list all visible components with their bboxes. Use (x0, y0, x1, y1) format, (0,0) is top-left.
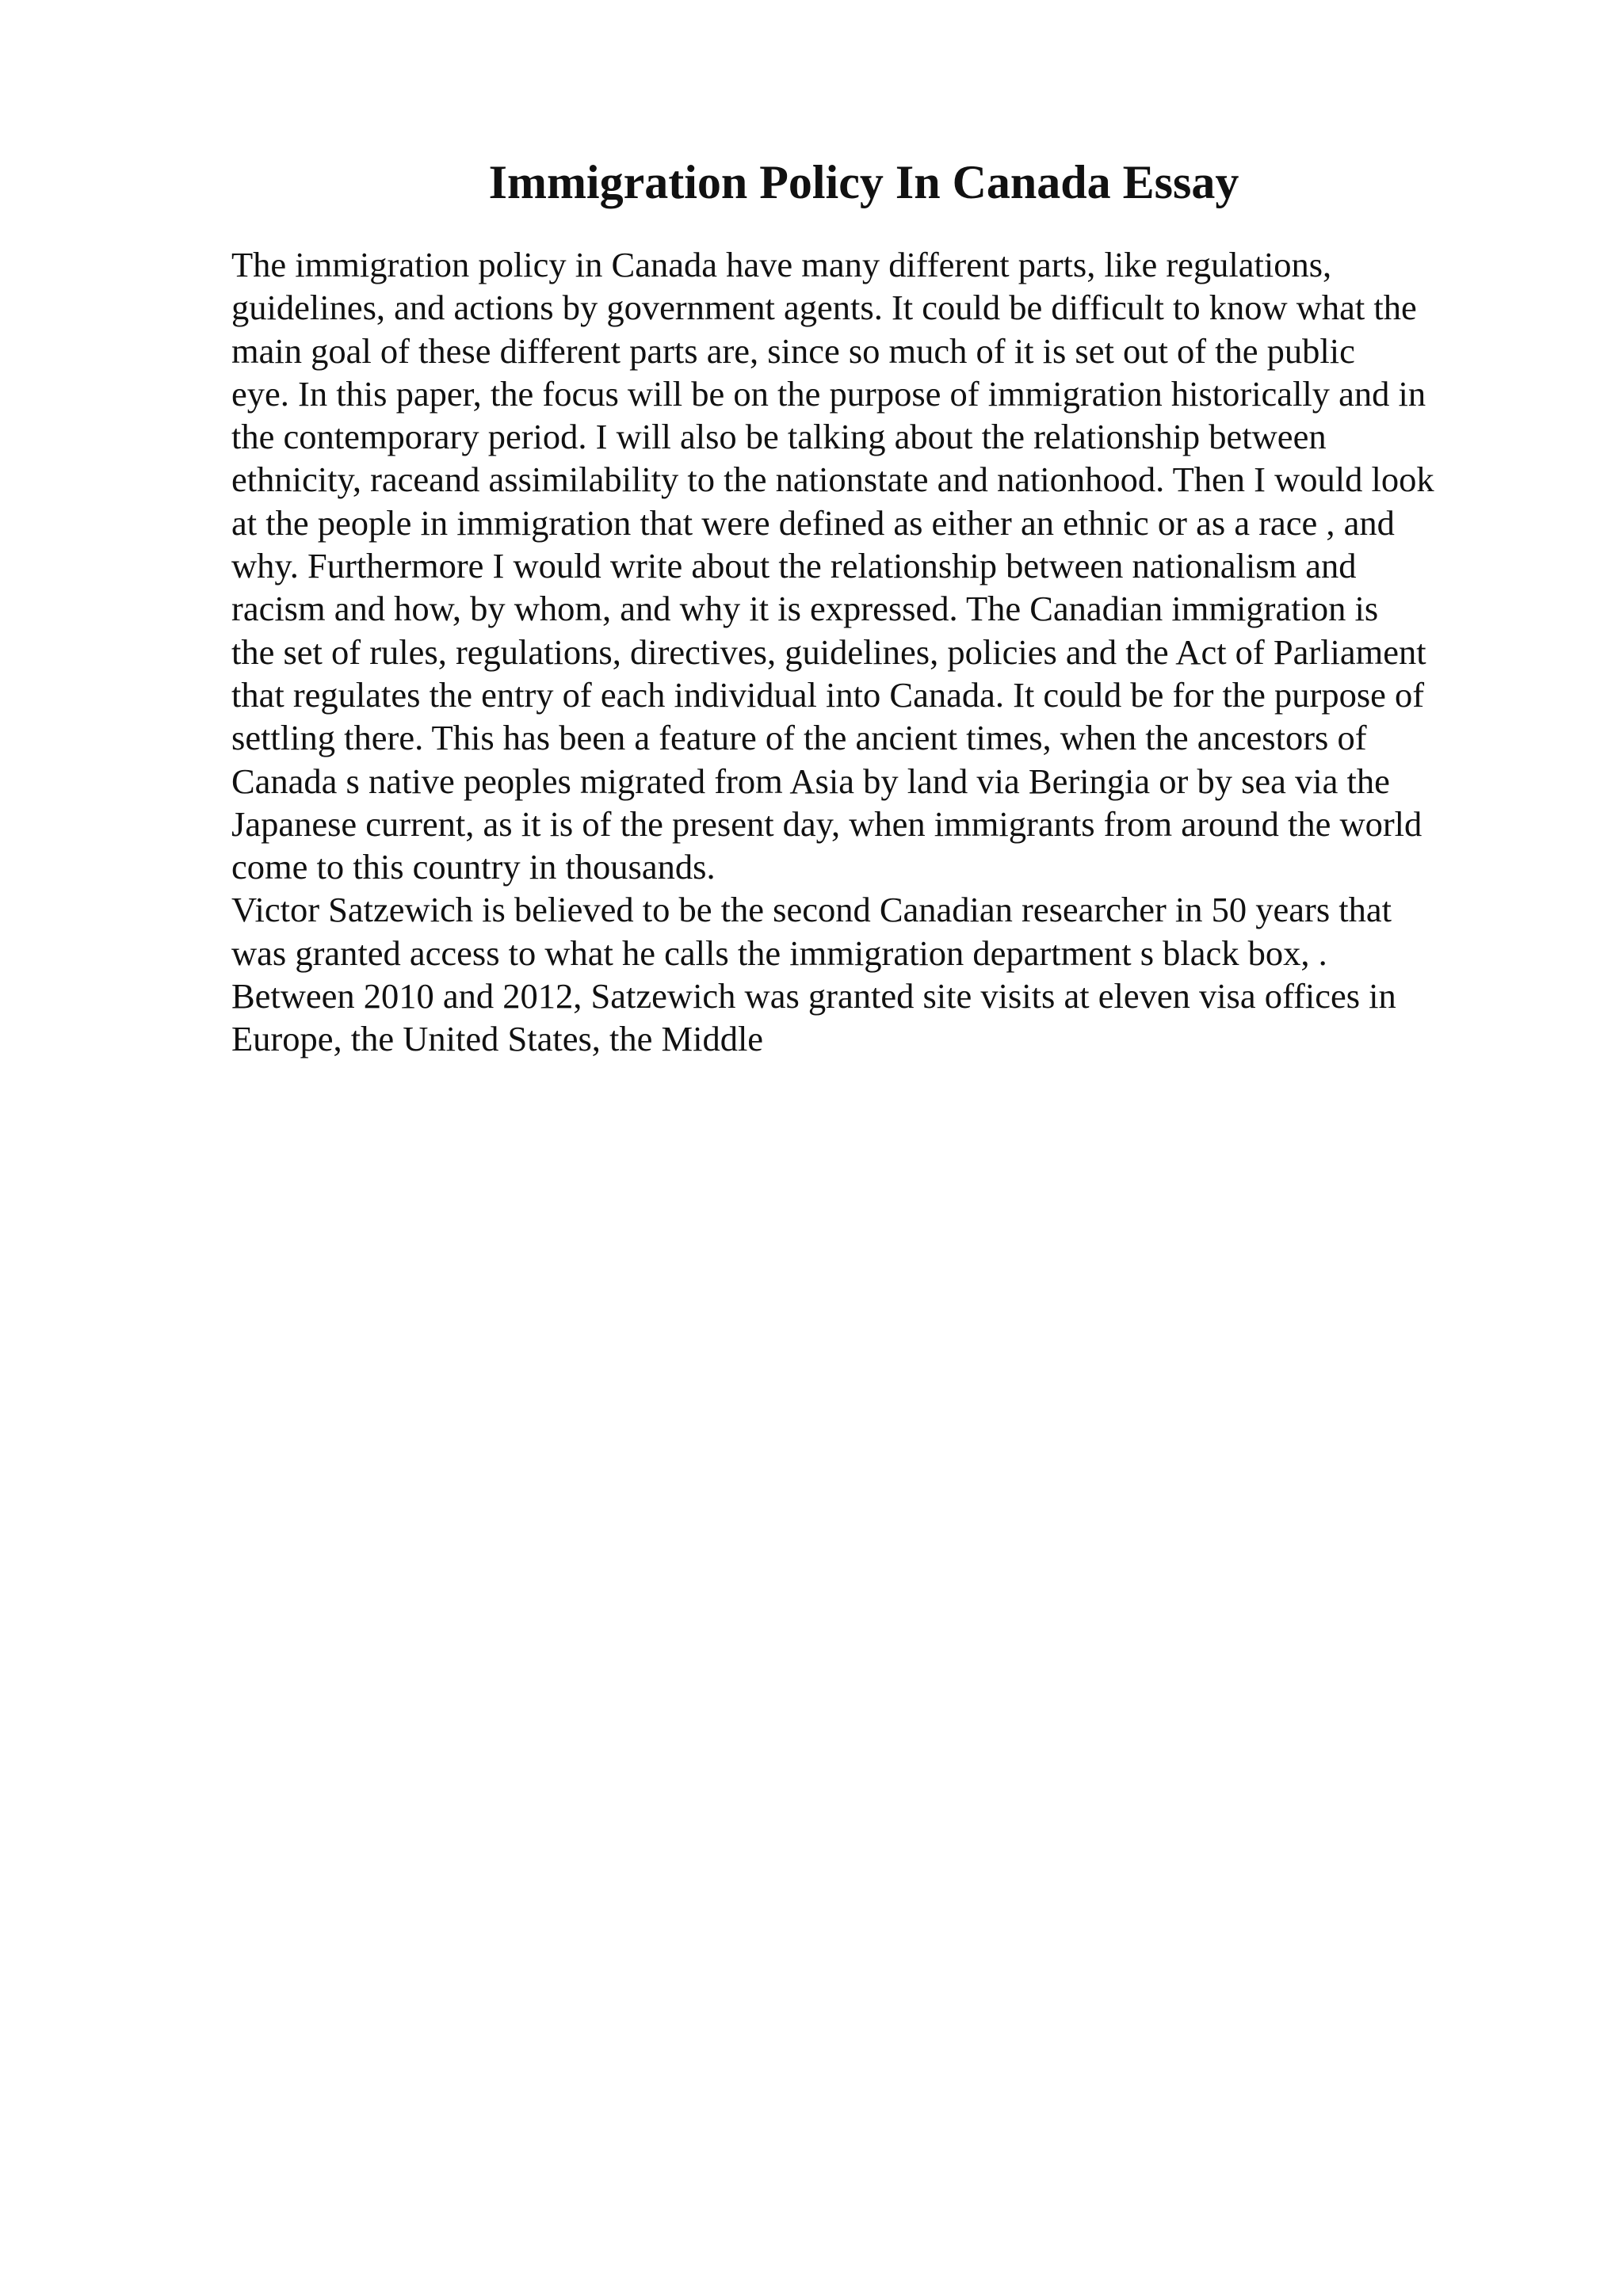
text-line: settling there. This has been a feature of the ancient times, when the ancestors of (231, 718, 1367, 758)
text-line: why. Furthermore I would write about the relationship between nationalism and (231, 546, 1357, 586)
page-title: Immigration Policy In Canada Essay (488, 156, 1239, 208)
text-line: Canada s native peoples migrated from Asia by land via Beringia or by sea via the (231, 761, 1390, 801)
essay-body (231, 243, 1531, 1061)
text-line: eye. In this paper, the focus will be on the purpose of immigration historically and in (231, 373, 1426, 414)
text-line: Between 2010 and 2012, Satzewich was granted site visits at eleven visa offices in (231, 976, 1396, 1016)
text-line: at the people in immigration that were defined as either an ethnic or as a race , and (231, 502, 1395, 543)
text-line: main goal of these different parts are, since so much of it is set out of the public (231, 330, 1355, 371)
text-line: Japanese current, as it is of the present day, when immigrants from around the world (231, 803, 1423, 844)
text-line: that regulates the entry of each individual into Canada. It could be for the purpose of (231, 674, 1425, 715)
text-line: Victor Satzewich is believed to be the second Canadian researcher in 50 years that (231, 890, 1392, 930)
text-line: the contemporary period. I will also be talking about the relationship between (231, 417, 1327, 457)
text-line: Europe, the United States, the Middle (231, 1019, 764, 1059)
text-line: guidelines, and actions by government agents. It could be difficult to know what the (231, 288, 1417, 328)
text-line: The immigration policy in Canada have many different parts, like regulations, (231, 245, 1332, 284)
text-line: the set of rules, regulations, directives, guidelines, policies and the Act of Parliament (231, 631, 1426, 672)
text-line: come to this country in thousands. (231, 847, 716, 887)
text-line: racism and how, by whom, and why it is expressed. The Canadian immigration is (231, 589, 1379, 629)
text-line: ethnicity, raceand assimilability to the nationstate and nationhood. Then I would look (231, 460, 1434, 500)
text-line: was granted access to what he calls the immigration department s black box, . (231, 933, 1327, 973)
